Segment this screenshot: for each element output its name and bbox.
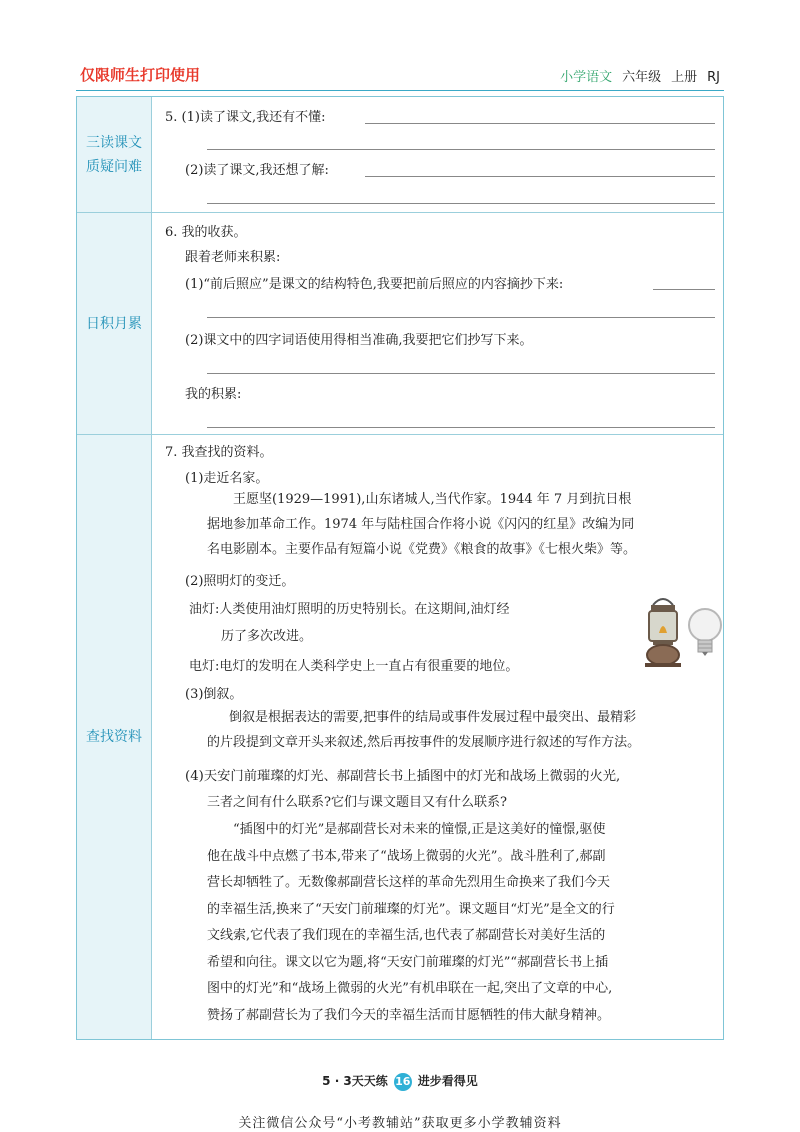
page-number: 16: [394, 1073, 412, 1091]
answer-line[interactable]: [207, 149, 715, 150]
part-3-title: (3)倒叙。: [185, 687, 243, 702]
book-info: [560, 66, 720, 85]
question-6-2: (2)课文中的四字词语使用得相当准确,我要把它们抄写下来。: [185, 333, 533, 348]
section-accumulation: [77, 213, 723, 435]
answer-line[interactable]: [653, 289, 715, 290]
part-4-title-cont: 三者之间有什么联系?它们与课文题目又有什么联系?: [207, 795, 507, 810]
footer-slogan: 进步看得见: [417, 1074, 478, 1088]
header-divider: [76, 90, 724, 91]
section-question-reading: [77, 97, 723, 213]
grade-label: 六年级: [622, 70, 662, 85]
light-bulb-icon: [689, 609, 721, 656]
section-research: [77, 435, 723, 1039]
lamps-illustration: [635, 593, 725, 679]
question-6-intro: 跟着老师来积累:: [185, 250, 281, 265]
question-5-1: 5. (1)读了课文,我还有不懂:: [165, 110, 326, 125]
footer-series: 5 · 3天天练: [322, 1074, 388, 1088]
part-2-title: (2)照明灯的变迁。: [185, 574, 295, 589]
oil-lamp-icon: [645, 599, 681, 667]
answer-line[interactable]: [207, 373, 715, 374]
question-6-3: 我的积累:: [185, 387, 242, 402]
volume-label: 上册: [671, 70, 698, 85]
answer-line[interactable]: [365, 176, 715, 177]
oil-lamp-text: 历了多次改进。: [221, 629, 313, 644]
lights-paragraph: “插图中的灯光”是郝副营长对未来的憧憬,正是这美好的憧憬,驱使 他在战斗中点燃了书本,带来了“战场上微弱的火光”。战斗胜利了,郝副 营长却牺牲了。无数像郝副营长这样的革命先烈用生命换来了我们今天 的幸福生活,换来了“天安门前璀璨的灯光”。课文题目“灯光”是全文的行 文线索,它代表了我们现在的幸福生活,也代表了郝副营长对美好生活的 希望和向往。课文以它为题,将“天安门前璀璨的灯光”“郝副营长书上插 图中的灯光”和“战场上微弱的火光”有机串联在一起,突出了文章的中心, 赞扬了郝副营长为了我们今天的幸福生活而甘愿牺牲的伟大献身精神。: [207, 822, 615, 1023]
oil-lamp-text: 油灯:人类使用油灯照明的历史特别长。在这期间,油灯经: [189, 602, 510, 617]
section-label: 日积月累: [77, 213, 152, 434]
page-footer: [0, 1072, 800, 1091]
author-paragraph: 王愿坚(1929—1991),山东诸城人,当代作家。1944 年 7 月到抗日根 据地参加革命工作。1974 年与陆柱国合作将小说《闪闪的红星》改编为同 名电影剧本。主要作品有短篇小说《党费》《粮食的故事》《七根火柴》等。: [207, 492, 637, 557]
part-4-title: (4)天安门前璀璨的灯光、郝副营长书上插图中的灯光和战场上微弱的火光,: [185, 769, 621, 784]
edition-label: RJ: [707, 70, 720, 85]
flashback-paragraph: 倒叙是根据表达的需要,把事件的结局或事件发展过程中最突出、最精彩 的片段提到文章开头来叙述,然后再按事件的发展顺序进行叙述的写作方法。: [207, 710, 641, 750]
subject-label: 小学语文: [560, 70, 613, 85]
answer-line[interactable]: [207, 427, 715, 428]
part-1-title: (1)走近名家。: [185, 471, 269, 486]
question-6-1: (1)“前后照应”是课文的结构特色,我要把前后照应的内容摘抄下来:: [185, 277, 564, 292]
answer-line[interactable]: [207, 203, 715, 204]
question-5-2: (2)读了课文,我还想了解:: [185, 163, 329, 178]
answer-line[interactable]: [207, 317, 715, 318]
worksheet-table: [76, 96, 724, 1040]
question-6: 6. 我的收获。: [165, 225, 247, 240]
answer-line[interactable]: [365, 123, 715, 124]
electric-lamp-text: 电灯:电灯的发明在人类科学史上一直占有很重要的地位。: [189, 659, 519, 674]
section-label: 三读课文 质疑问难: [77, 97, 152, 212]
print-notice: 仅限师生打印使用: [80, 66, 201, 84]
promo-note: 关注微信公众号“小考教辅站”获取更多小学教辅资料: [238, 1116, 562, 1131]
section-label: 查找资料: [77, 435, 152, 1039]
question-7: 7. 我查找的资料。: [165, 445, 273, 460]
